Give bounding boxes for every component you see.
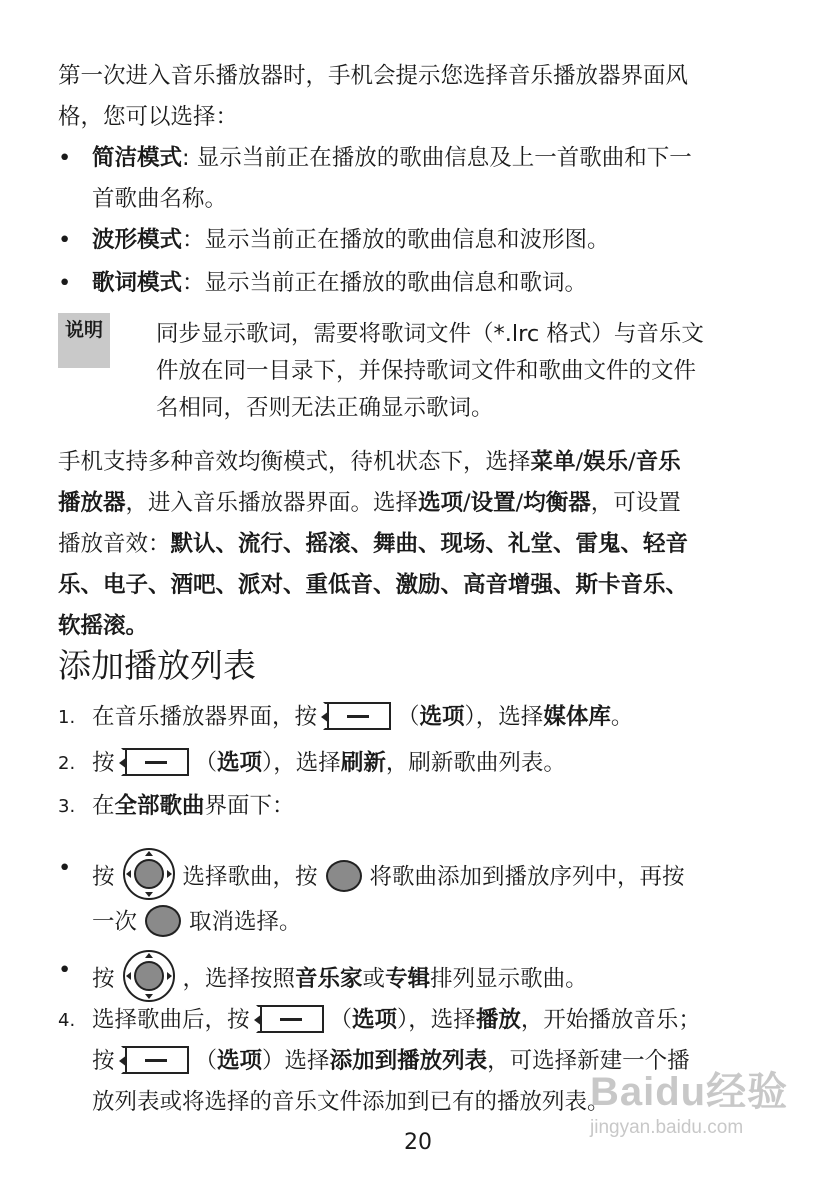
equalizer-paragraph: 手机支持多种音效均衡模式，待机状态下，选择菜单/娱乐/音乐 播放器，进入音乐播放器界面。选择选项/设置/均衡器，可设置 播放音效：默认、流行、摇滚、舞曲、现场、礼堂、雷鬼、轻音 乐、电子、酒吧、派对、重低音、激励、高音增强、斯卡音乐、 软摇滚。 [58, 449, 689, 639]
bullet-icon: • [58, 270, 72, 296]
bullet-icon: • [58, 957, 72, 983]
note-text: 同步显示歌词，需要将歌词文件（*.lrc 格式）与音乐文 件放在同一目录下，并保持歌词文件和歌曲文件的文件 名相同，否则无法正确显示歌词。 [156, 321, 704, 421]
left-softkey-icon [323, 702, 391, 730]
manual-page: 第一次进入音乐播放器时，手机会提示您选择音乐播放器界面风 格，您可以选择： • 简洁模式: 显示当前正在播放的歌曲信息及上一首歌曲和下一 首歌曲名称。 • 波形模式：显示当前正在播放的歌曲信息和波形图。 • 歌词模式：显示当前正在播放的歌曲信息和歌词。 说明 同步显示歌词，需要将歌词文件（*.lrc 格式）与音乐文 件放在同一目录下，并保持歌词文件和歌曲文件的文件 名相同，否则无法正确显示歌词。 手机支持多种音效均衡模式，待机状态下，选择菜单/娱乐/音乐 播放器，进入音乐播放器界面。选择选项/设置/均衡器，可设置 播放音效：默认、流行、摇滚、舞曲、现场、礼堂、雷鬼、轻音 乐、电子、酒吧、派对、重低音、激励、高音增强、斯卡音乐、 软摇滚。 添加播放列表 1. 在音乐播放器界面，按 （选项），选择媒体库。 2. 按 （选项），选择刷新，刷新歌曲列表。 3. 在全部歌曲界面下： • 按 选择歌曲，按 将歌曲添加到播放序列中，再按 一次 取消选择。 • 按 ，选择按照音乐家或专辑排列显示歌曲。 4. 选择歌曲后，按 （选项），选择播放，开始播放音乐； 按 （选项）选择添加到播放列表，可选择新建一个播 放列表或将选择的音乐文件添加到已有的播放列表。 Baidu经验 jingyan.baidu.com 20 [0, 0, 836, 1188]
section-title: 添加播放列表 [58, 646, 256, 685]
note-label: 说明 [58, 313, 110, 368]
left-softkey-icon [121, 748, 189, 776]
bullet-icon: • [58, 227, 72, 253]
ok-key-icon [326, 860, 362, 892]
ok-key-icon [145, 905, 181, 937]
left-softkey-icon [256, 1005, 324, 1033]
navigation-key-icon [123, 950, 175, 1002]
page-number: 20 [404, 1130, 432, 1155]
bullet-icon: • [58, 855, 72, 881]
baidu-watermark: Baidu经验 jingyan.baidu.com [590, 1070, 789, 1138]
bullet-icon: • [58, 145, 72, 171]
left-softkey-icon [121, 1046, 189, 1074]
intro-paragraph: 第一次进入音乐播放器时，手机会提示您选择音乐播放器界面风 格，您可以选择： [58, 63, 689, 130]
navigation-key-icon [123, 848, 175, 900]
